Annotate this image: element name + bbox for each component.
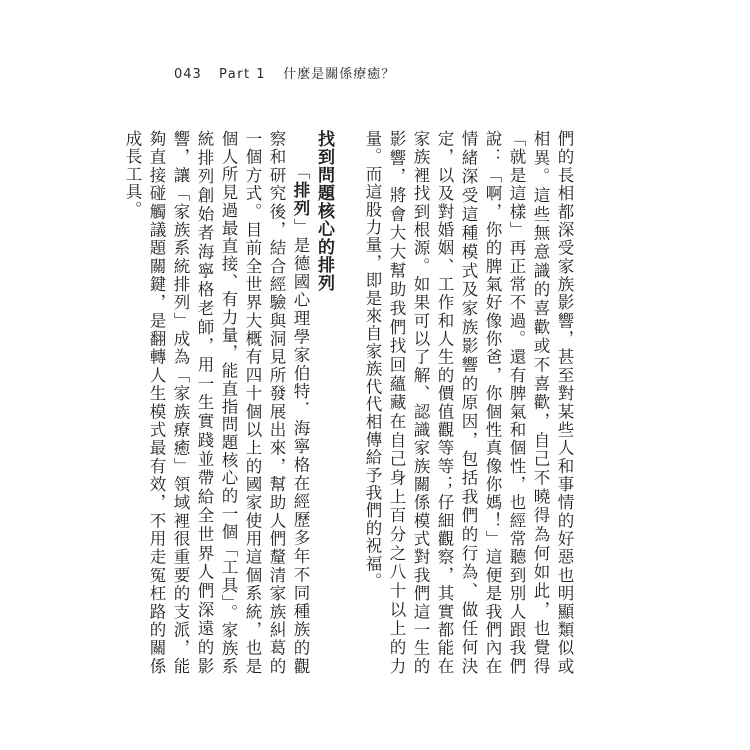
paragraph <box>120 130 312 675</box>
running-head <box>174 63 407 82</box>
paragraph-gap <box>336 130 360 675</box>
part-label: Part 1 <box>218 67 267 82</box>
body-text <box>123 130 576 676</box>
chapter-title: 什麼是關係療癒？ <box>283 67 396 82</box>
paragraph: 們的長相都深受家族影響，甚至對某些人和事情的好惡也明顯類似或相異。這些無意識的喜歡或不喜歡，自己不曉得為何如此，也覺得「就是這樣」再正常不過。還有脾氣和個性，也經常聽到別人跟我們說：「啊，你的脾氣好像你爸，你個性真像你媽！」這便是我們內在情緒深受這種模式及家族影響的原因，包括我們的行為、做任何決定，以及對婚姻、工作和人生的價值觀等等；仔細觀察，其實都能在家族裡找到根源。如果可以了解、認識家族關係模式對我們這一生的影響，將會大大幫助我們找回蘊藏在自己身上百分之八十以上的力量。而這股力量，即是來自家族代代相傳給予我們的祝福。 <box>363 130 574 675</box>
paragraph-text: 」是德國心理學家伯特．海寧格在經歷多年不同種族的觀察和研究後，結合經驗與洞見所發展出來，幫助人們釐清家族糾葛的一個方式。目前全世界大概有四十個以上的國家使用這個系統，也是個人所見過最直接、有力量，能直指問題核心的一個「工具」。家族系統排列創始者海寧格老師，用一生實踐並帶給全世界人們深遠的影響，讓「家族系統排列」成為「家族療癒」領域裡很重要的支派，能夠直接碰觸議題關鍵，是翻轉人生模式最有效，不用走冤枉路的關係成長工具。 <box>123 130 310 676</box>
page-number: 043 <box>174 67 202 82</box>
section-heading: 找到問題核心的排列 <box>314 130 334 292</box>
quote-open: 「 <box>291 163 310 182</box>
keyword-emphasis: 排列 <box>291 181 310 218</box>
